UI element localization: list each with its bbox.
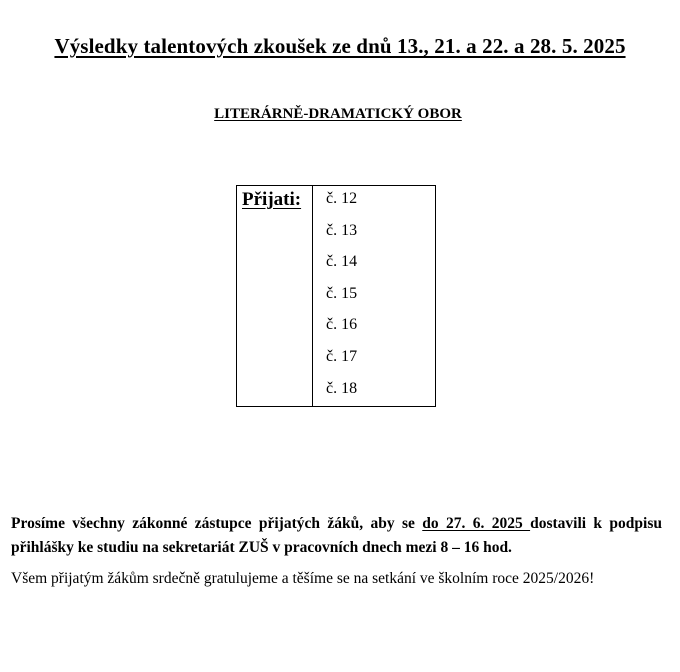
accepted-number: č. 14 bbox=[326, 253, 358, 271]
field-heading: LITERÁRNĚ-DRAMATICKÝ OBOR bbox=[214, 106, 462, 122]
accepted-list bbox=[326, 189, 357, 410]
accepted-number: č. 12 bbox=[326, 190, 358, 207]
congratulations-text: Všem přijatým žákům srdečně gratulujeme a těšíme se na setkání ve školním roce 2025/2026! bbox=[11, 570, 595, 587]
accepted-number: č. 15 bbox=[326, 284, 358, 302]
table-divider bbox=[312, 186, 313, 406]
accepted-number: č. 18 bbox=[326, 379, 358, 397]
notice-deadline: do 27. 6. 2025 bbox=[422, 515, 531, 532]
notice-text-start: Prosíme všechny zákonné zástupce přijatých žáků, aby se bbox=[11, 515, 423, 532]
accepted-label: Přijati: bbox=[242, 189, 302, 210]
accepted-number: č. 17 bbox=[326, 347, 358, 365]
results-table bbox=[236, 185, 436, 407]
notice-text-end: dostavili k podpisu přihlášky ke studiu na sekretariát ZUŠ v pracovních dnech mezi 8 – 16 hod. bbox=[11, 515, 662, 556]
registration-notice bbox=[11, 512, 662, 560]
accepted-number: č. 16 bbox=[326, 316, 358, 334]
page-title: Výsledky talentových zkoušek ze dnů 13., 21. a 22. a 28. 5. 2025 bbox=[54, 34, 626, 58]
accepted-number: č. 13 bbox=[326, 221, 358, 239]
